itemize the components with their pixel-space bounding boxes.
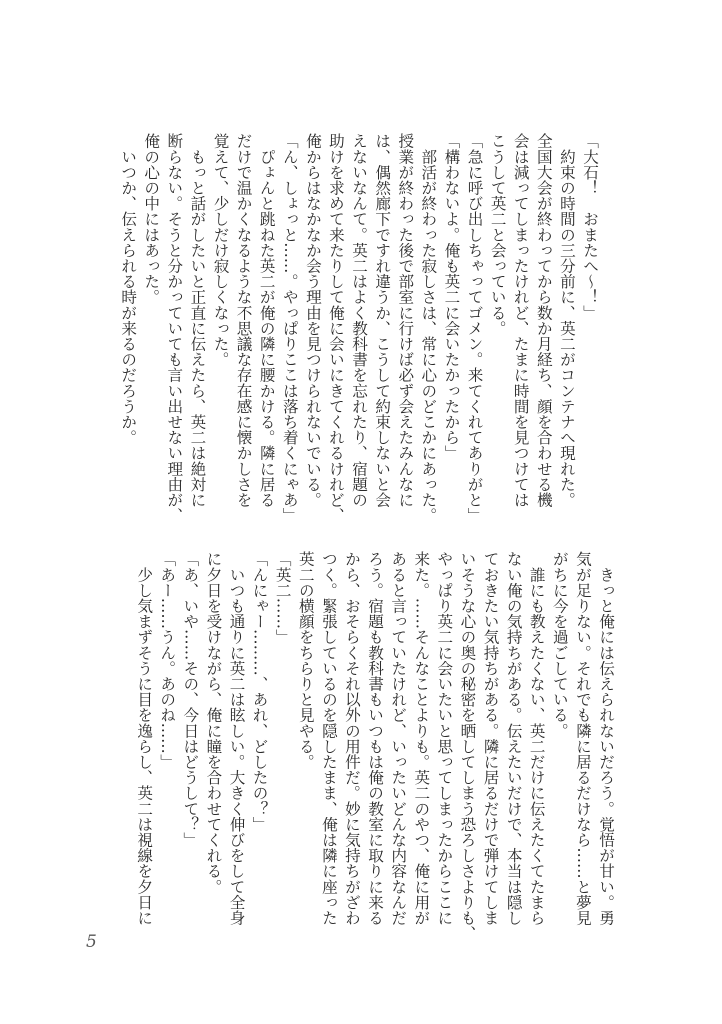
text-column: 全国大会が終わってから数か月経ち、顔を合わせる機 [534,133,553,508]
text-column: 約束の時間の三分前に、英二がコンテナへ現れた。 [557,133,576,508]
text-column: は、偶然廊下ですれ違うか、こうして約束しないと会 [373,133,392,508]
text-column: に夕日を受けながら、俺に瞳を合わせてくれる。 [204,551,223,895]
text-column: 助けを求めて来たりして俺に会いにきてくれるけれど、 [326,133,345,523]
text-column: 断らない。そうと分かっていても言い出せない理由が、 [165,133,184,523]
text-column: ろう。宿題も教科書もいつもは俺の教室に取りに来る [366,551,385,926]
text-column: 「あー……うん。あのね……」 [158,551,177,770]
text-column: つく。緊張しているのを隠したまま、俺は隣に座った [319,551,338,926]
text-column: 誰にも教えたくない、英二だけに伝えたくてたまら [527,551,546,926]
text-column: いつも通りに英二は眩しい。大きく伸びをして全身 [227,551,246,926]
text-column: こうして英二と会っている。 [488,133,507,336]
text-column: 部活が終わった寂しさは、常に心のどこかにあった。 [419,133,438,523]
text-column: あると言っていたけれど、いったいどんな内容なんだ [389,551,408,926]
text-column: ぴょんと跳ねた英二が俺の隣に腰かける。隣に居る [257,133,276,508]
text-column: がちに今を過ごしている。 [550,551,569,739]
text-column: 「大石！ おまたへ〜！」 [581,133,599,321]
text-block-upper [116,133,601,523]
text-column: いそうな心の奥の秘密を晒してしまう恐ろしさよりも、 [458,551,477,941]
text-column: もっと話がしたいと正直に伝えたら、英二は絶対に [188,133,207,508]
text-column: 俺の心の中にはあった。 [142,133,161,305]
text-column: 「ん、しょっと……。やっぱりここは落ち着くにゃあ」 [280,133,299,523]
text-column: 「英二……」 [273,551,292,645]
text-column: 英二の横顔をちらりと見やる。 [296,551,315,770]
text-column: やっぱり英二に会いたいと思ってしまったからここに [435,551,454,926]
page-number: 5 [86,932,97,952]
text-column: 来た。……そんなことよりも。英二のやつ、俺に用が [412,551,431,926]
text-block-lower [132,551,617,941]
text-column: きっと俺には伝えられないだろう。覚悟が甘い。勇 [597,551,615,926]
text-column: 俺からはなかなか会う理由を見つけられないでいる。 [303,133,322,508]
text-column: 「急に呼び出しちゃってゴメン。来てくれてありがと」 [465,133,484,523]
text-column: ない俺の気持ちがある。伝えたいだけで、本当は隠し [504,551,523,926]
text-column: 会は減ってしまったけれど、たまに時間を見つけては [511,133,530,508]
text-column: 少し気まずそうに目を逸らし、英二は視線を夕日に [135,551,154,926]
text-column: 「構わないよ。俺も英二に会いたかったから」 [442,133,461,461]
text-column: 授業が終わった後で部室に行けば必ず会えたみんなに [396,133,415,508]
text-column: 覚えて、少しだけ寂しくなった。 [211,133,230,367]
text-column: 気が足りない。それでも隣に居るだけなら……と夢見 [573,551,592,926]
text-column: ておきたい気持ちがある。隣に居るだけで弾けてしま [481,551,500,926]
text-column: えないなんて。英二はよく教科書を忘れたり、宿題の [350,133,369,508]
text-column: だけで温かくなるような不思議な存在感に懐かしさを [234,133,253,508]
text-column: 「あ、いや……その、今日はどうして？」 [181,551,200,848]
text-column: から、おそらくそれ以外の用件だ。妙に気持ちがざわ [342,551,361,926]
text-column: 「んにゃー………、あれ、どしたの？」 [250,551,269,832]
text-column: いつか、伝えられる時が来るのだろうか。 [119,133,138,445]
